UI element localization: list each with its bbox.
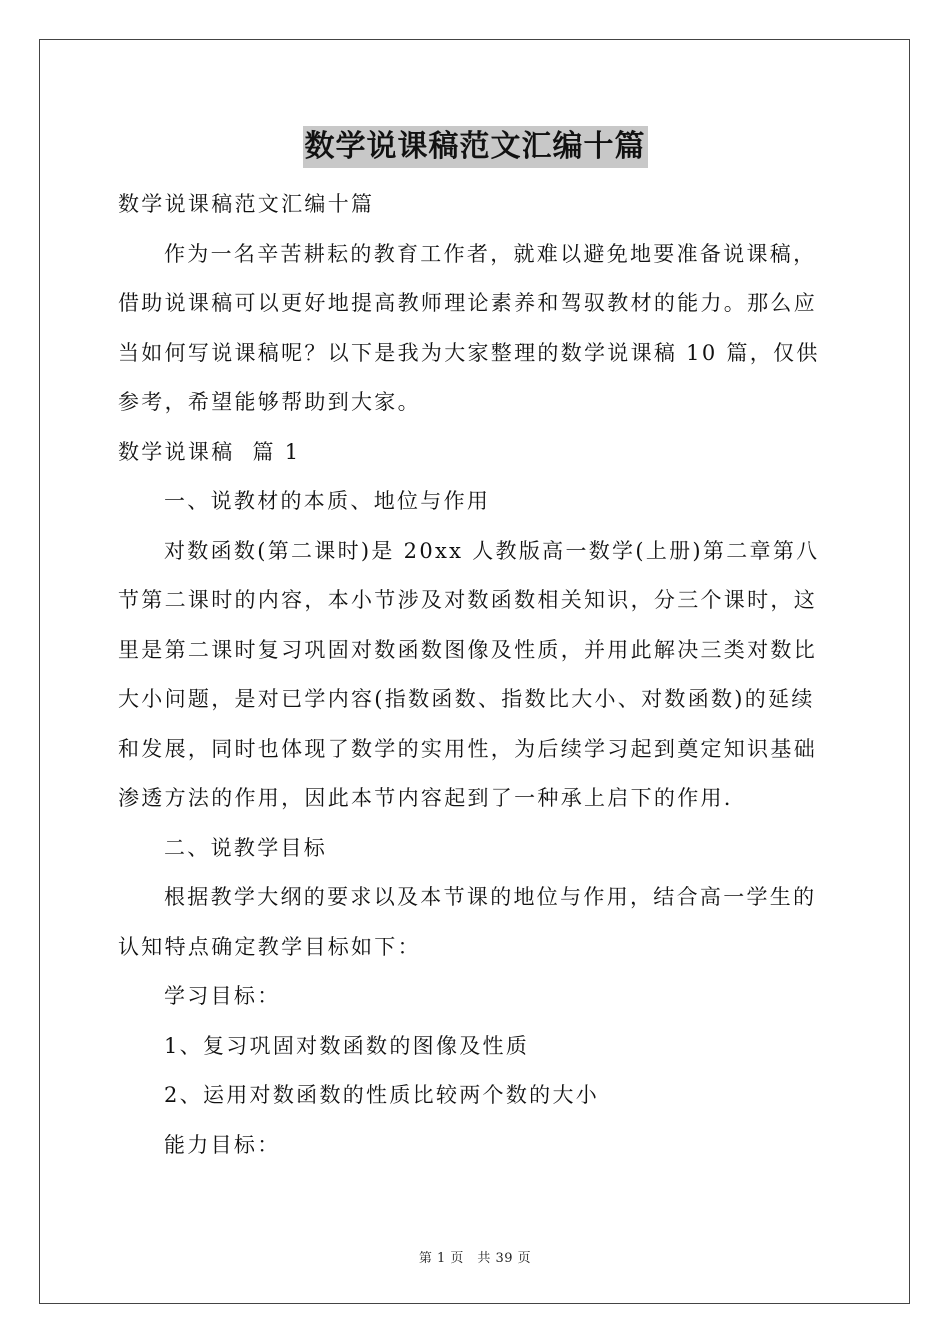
intro-line: 当如何写说课稿呢？以下是我为大家整理的数学说课稿 10 篇，仅供 [118, 340, 820, 365]
part2-heading: 二、说教学目标 [164, 835, 328, 860]
part1-line: 和发展，同时也体现了数学的实用性，为后续学习起到奠定知识基础 [118, 736, 817, 761]
part1-line: 对数函数(第二课时)是 20xx 人教版高一数学(上册)第二章第八 [164, 538, 820, 563]
learning-goals-label: 学习目标： [164, 984, 281, 1008]
intro-line: 参考，希望能够帮助到大家。 [118, 390, 421, 414]
learning-goal-item: 2、运用对数函数的性质比较两个数的大小 [164, 1083, 600, 1107]
document-body [118, 180, 836, 1170]
title-container [0, 126, 950, 168]
part1-line: 里是第二课时复习巩固对数函数图像及性质，并用此解决三类对数比 [118, 637, 817, 662]
part1-line: 节第二课时的内容，本小节涉及对数函数相关知识，分三个课时，这 [118, 588, 817, 612]
part2-line: 认知特点确定教学目标如下： [118, 934, 421, 959]
part1-heading: 一、说教材的本质、地位与作用 [164, 489, 491, 513]
part1-line: 渗透方法的作用，因此本节内容起到了一种承上启下的作用. [118, 786, 733, 810]
document-title: 数学说课稿范文汇编十篇 [303, 126, 648, 168]
learning-goal-item: 1、复习巩固对数函数的图像及性质 [164, 1033, 530, 1058]
document-subtitle: 数学说课稿范文汇编十篇 [118, 192, 375, 216]
section-heading: 数学说课稿 篇 1 [118, 439, 301, 464]
ability-goals-label: 能力目标： [164, 1132, 281, 1157]
page-footer: 第 1 页 共 39 页 [418, 1251, 532, 1266]
part1-line: 大小问题，是对已学内容(指数函数、指数比大小、对数函数)的延续 [118, 687, 815, 711]
part2-line: 根据教学大纲的要求以及本节课的地位与作用，结合高一学生的 [164, 885, 817, 909]
intro-line: 作为一名辛苦耕耘的教育工作者，就难以避免地要准备说课稿， [164, 241, 817, 266]
intro-line: 借助说课稿可以更好地提高教师理论素养和驾驭教材的能力。那么应 [118, 291, 817, 315]
